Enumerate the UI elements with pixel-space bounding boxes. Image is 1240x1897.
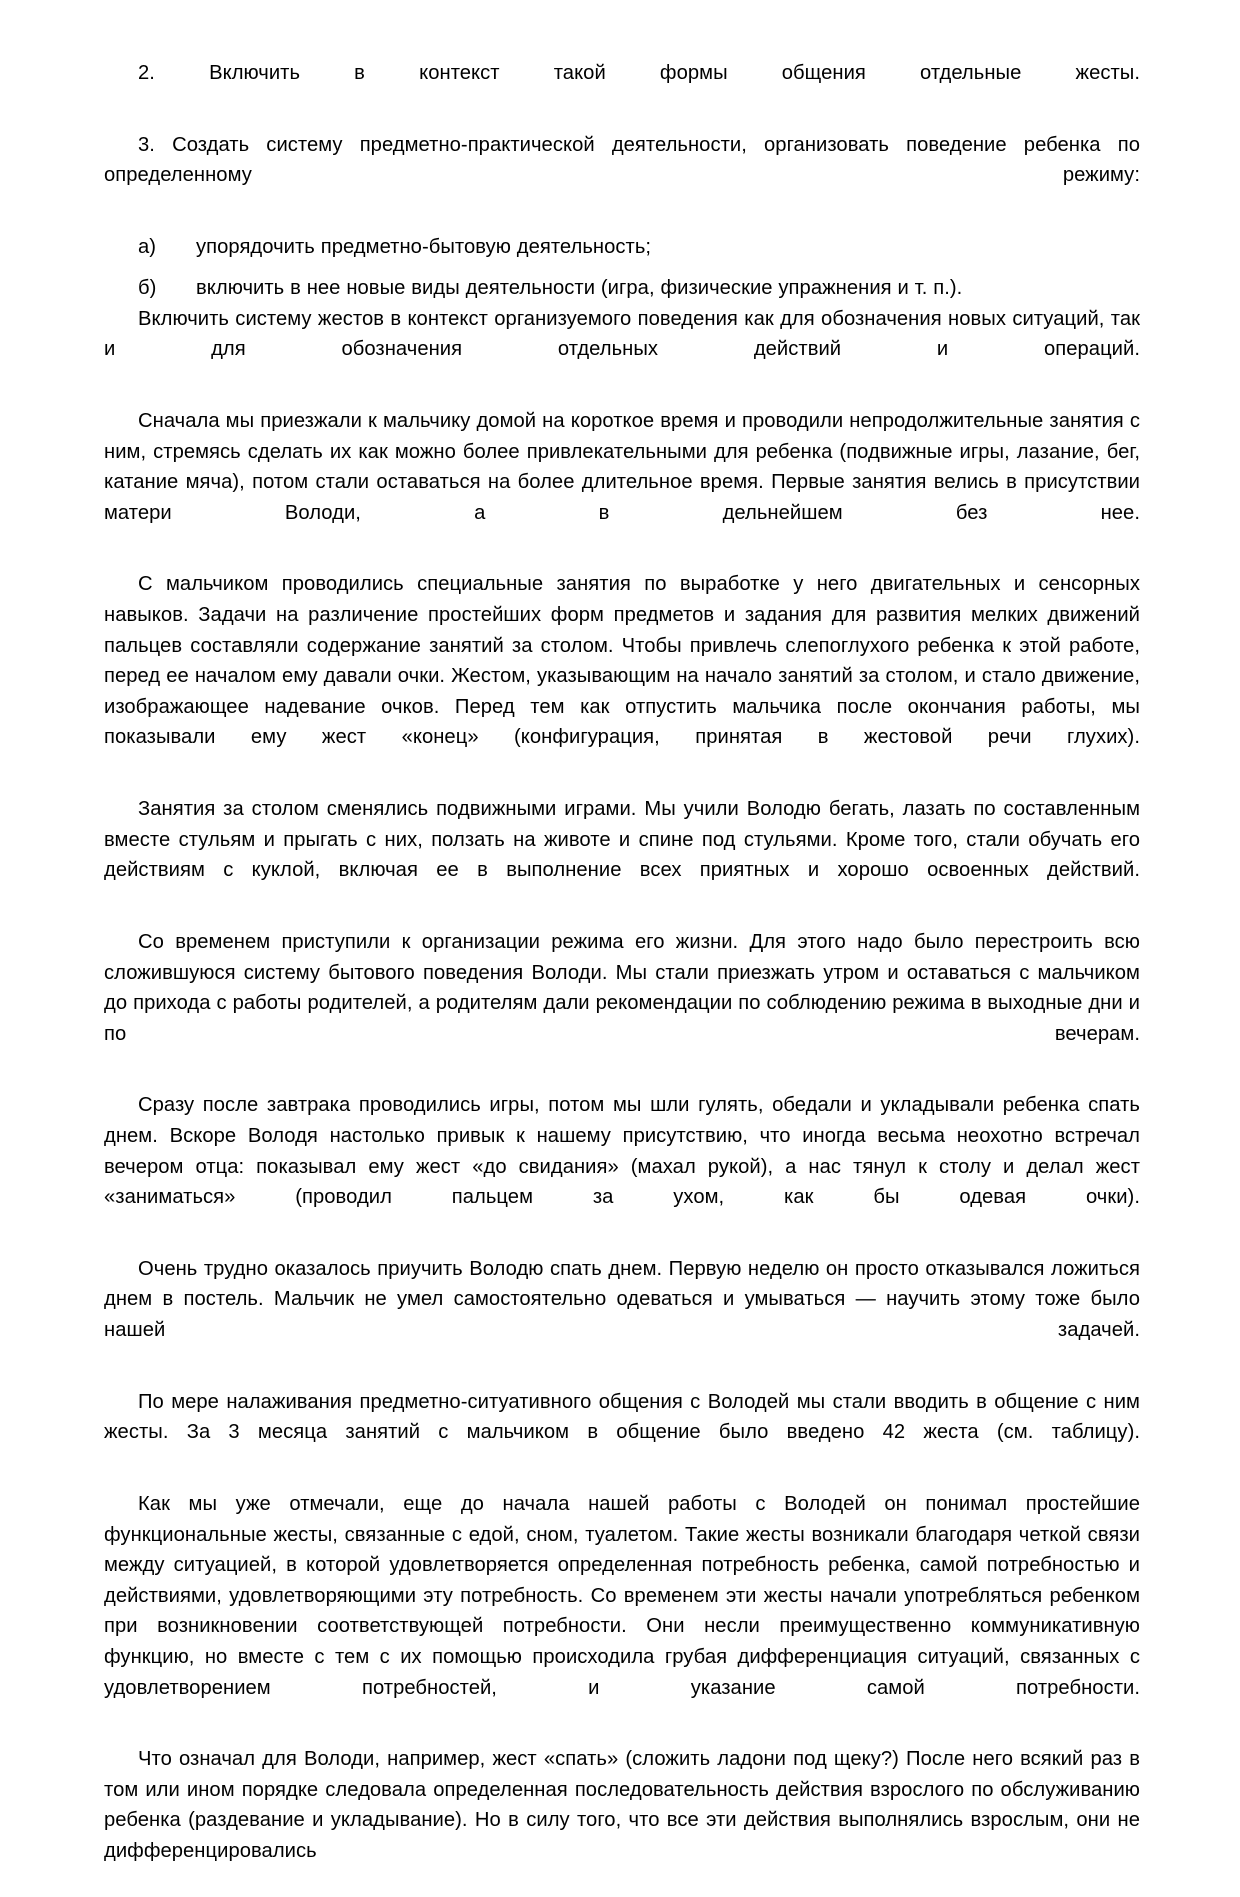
lettered-item-b	[104, 273, 1140, 304]
lettered-item-b-marker: б)	[138, 277, 157, 300]
paragraph-5: Со временем приступили к организации режима его жизни. Для этого надо было перестроить всю сложившуюся систему бытового поведения Володи. Мы стали приезжать утром и оставаться с мальчиком до прихода с работы родителей, а родителям дали рекомендации по соблюдению режима в выходные дни и по вечерам.	[104, 930, 1140, 1045]
numbered-item-3: 3. Создать систему предметно-практической деятельности, организовать поведение ребенка по определенному режиму:	[104, 133, 1140, 187]
lettered-item-b-label: включить в нее новые виды деятельности (игра, физические упражнения и т. п.).	[196, 277, 963, 300]
paragraph-4: Занятия за столом сменялись подвижными играми. Мы учили Володю бегать, лазать по составленным вместе стульям и прыгать с них, ползать на животе и спине под стульями. Кроме того, стали обучать его действиям с куклой, включая ее в выполнение всех приятных и хорошо освоенных действий.	[104, 798, 1140, 882]
paragraph-7: Очень трудно оказалось приучить Володю спать днем. Первую неделю он просто отказывался ложиться днем в постель. Мальчик не умел самостоятельно одеваться и умываться — научить этому тоже было нашей задачей.	[104, 1257, 1140, 1342]
lettered-item-a-marker: а)	[138, 235, 157, 258]
paragraph-2: Сначала мы приезжали к мальчику домой на короткое время и проводили непродолжительные занятия с ним, стремясь сделать их как можно более привлекательными для ребенка (подвижные игры, лазание, бег, катание мяча), потом стали оставаться на более длительное время. Первые занятия велись в присутствии матери Володи, а в дельнейшем без нее.	[104, 409, 1140, 524]
lettered-item-a	[104, 232, 1140, 263]
document-body	[104, 58, 1140, 1897]
paragraph-10: Что означал для Володи, например, жест «спать» (сложить ладони под щеку?) После него всякий раз в том или ином порядке следовала определенная последовательность действия взрослого по обслуживанию ребенка (раздевание и укладывание). Но в силу того, что все эти действия выполнялись взрослым, они не дифференцировались	[104, 1748, 1140, 1863]
paragraph-3: С мальчиком проводились специальные занятия по выработке у него двигательных и сенсорных навыков. Задачи на различение простейших форм предметов и задания для развития мелких движений пальцев составляли содержание занятий за столом. Чтобы привлечь слепоглухого ребенка к этой работе, перед ее началом ему давали очки. Жестом, указывающим на начало занятий за столом, и стало движение, изображающее надевание очков. Перед тем как отпустить мальчика после окончания работы, мы показывали ему жест «конец» (конфигурация, принятая в жестовой речи глухих).	[104, 573, 1140, 749]
numbered-item-2: 2. Включить в контекст такой формы общения отдельные жесты.	[138, 62, 1140, 84]
lettered-item-a-label: упорядочить предметно-бытовую деятельность;	[196, 235, 652, 258]
paragraph-8: По мере налаживания предметно-ситуативного общения с Володей мы стали вводить в общение с ним жесты. За 3 месяца занятий с мальчиком в общение было введено 42 жеста (см. таблицу).	[104, 1390, 1140, 1444]
paragraph-6: Сразу после завтрака проводились игры, потом мы шли гулять, обедали и укладывали ребенка спать днем. Вскоре Володя настолько привык к нашему присутствию, что иногда весьма неохотно встречал вечером отца: показывал ему жест «до свидания» (махал рукой), а нас тянул к столу и делал жест «заниматься» (проводил пальцем за ухом, как бы одевая очки).	[104, 1094, 1140, 1209]
paragraph-1: Включить систему жестов в контекст организуемого поведения как для обозначения новых ситуаций, так и для обозначения отдельных действий и операций.	[104, 307, 1140, 361]
paragraph-9: Как мы уже отмечали, еще до начала нашей работы с Володей он понимал простейшие функциональные жесты, связанные с едой, сном, туалетом. Такие жесты возникали благодаря четкой связи между ситуацией, в которой удовлетворяется определенная потребность ребенка, самой потребностью и действиями, удовлетворяющими эту потребность. Со временем эти жесты начали употребляться ребенком при возникновении соответствующей потребности. Они несли преимущественно коммуникативную функцию, но вместе с тем с их помощью происходила грубая дифференциация ситуаций, связанных с удовлетворением потребностей, и указание самой потребности.	[104, 1493, 1140, 1699]
